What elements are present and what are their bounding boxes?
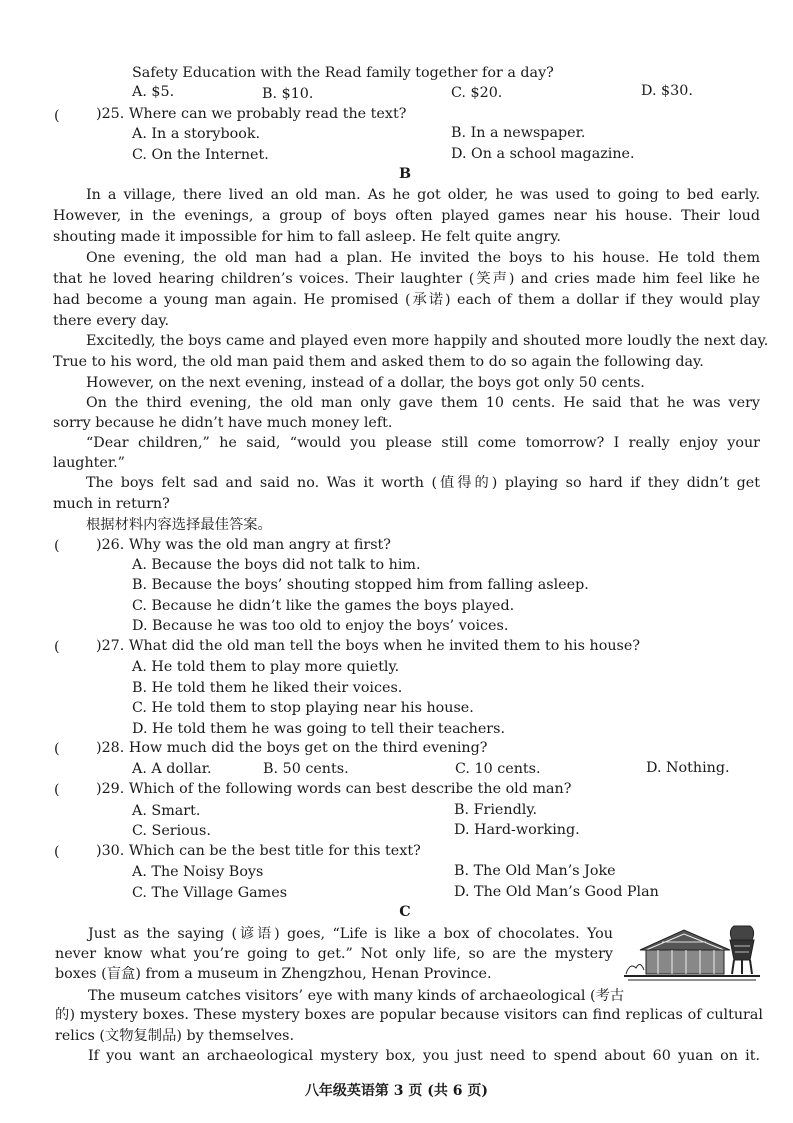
- q28-option-c: C. 10 cents.: [455, 761, 541, 777]
- q27-option-b: B. He told them he liked their voices.: [132, 680, 403, 696]
- passage-line: Just as the saying (谚语) goes, “Life is like a box of chocolates. You: [88, 926, 613, 942]
- q24-option-a: A. $5.: [132, 84, 175, 100]
- q27-option-c: C. He told them to stop playing near his house.: [132, 700, 474, 716]
- page-footer: 八年级英语第 3 页 (共 6 页): [304, 1083, 489, 1099]
- passage-line: On the third evening, the old man only gave them 10 cents. He said that he was very: [86, 395, 760, 411]
- q25-option-d: D. On a school magazine.: [451, 146, 635, 162]
- q30-option-b: B. The Old Man’s Joke: [454, 863, 616, 879]
- passage-line: that he loved hearing children’s voices. Their laughter (笑声) and cries made him feel like he: [53, 271, 760, 287]
- passage-line: The museum catches visitors’ eye with many kinds of archaeological (考古: [88, 988, 625, 1004]
- passage-line: In a village, there lived an old man. As he got older, he was used to going to bed early.: [86, 187, 760, 203]
- museum-building-icon: [622, 920, 762, 984]
- q25-option-b: B. In a newspaper.: [451, 125, 586, 141]
- q26-option-b: B. Because the boys’ shouting stopped him from falling asleep.: [132, 577, 589, 593]
- q30-option-d: D. The Old Man’s Good Plan: [454, 884, 659, 900]
- answer-paren: (: [54, 782, 60, 798]
- q30-stem: )30. Which can be the best title for this text?: [96, 843, 421, 859]
- passage-line: much in return?: [53, 496, 170, 512]
- q26-option-a: A. Because the boys did not talk to him.: [132, 557, 421, 573]
- q24-option-d: D. $30.: [641, 83, 693, 99]
- passage-line: relics (文物复制品) by themselves.: [55, 1028, 295, 1044]
- q28-option-a: A. A dollar.: [132, 761, 212, 777]
- q30-option-c: C. The Village Games: [132, 885, 288, 901]
- q30-option-a: A. The Noisy Boys: [132, 864, 264, 880]
- passage-line: had become a young man again. He promised (承诺) each of them a dollar if they would play: [53, 292, 760, 308]
- q25-option-a: A. In a storybook.: [132, 126, 261, 142]
- q24-stem-tail: Safety Education with the Read family together for a day?: [132, 65, 554, 81]
- passage-line: 的) mystery boxes. These mystery boxes are popular because visitors can find replicas of cultural: [55, 1007, 763, 1023]
- passage-line: One evening, the old man had a plan. He invited the boys to his house. He told them: [86, 250, 760, 266]
- passage-line: sorry because he didn’t have much money left.: [53, 415, 393, 431]
- answer-paren: (: [54, 844, 60, 860]
- q25-option-c: C. On the Internet.: [132, 147, 269, 163]
- passage-line: However, on the next evening, instead of a dollar, the boys got only 50 cents.: [86, 375, 645, 391]
- q27-stem: )27. What did the old man tell the boys when he invited them to his house?: [96, 638, 641, 654]
- q24-option-b: B. $10.: [262, 86, 314, 102]
- answer-paren: (: [54, 639, 60, 655]
- passage-line: However, in the evenings, a group of boys often played games near his house. Their loud: [53, 208, 760, 224]
- q28-stem: )28. How much did the boys get on the third evening?: [96, 740, 488, 756]
- passage-line: True to his word, the old man paid them and asked them to do so again the following day.: [53, 354, 704, 370]
- section-b-heading: B: [398, 166, 412, 182]
- passage-line: “Dear children,” he said, “would you please still come tomorrow? I really enjoy your: [86, 435, 760, 451]
- passage-line: The boys felt sad and said no. Was it worth (值得的) playing so hard if they didn’t get: [86, 475, 760, 491]
- passage-line: Excitedly, the boys came and played even more happily and shouted more loudly the next day.: [86, 333, 769, 349]
- q28-option-d: D. Nothing.: [646, 760, 730, 776]
- passage-line: boxes (盲盒) from a museum in Zhengzhou, Henan Province.: [55, 966, 492, 982]
- passage-line: shouting made it impossible for him to fall asleep. He felt quite angry.: [53, 229, 561, 245]
- passage-line: If you want an archaeological mystery box, you just need to spend about 60 yuan on it.: [88, 1048, 760, 1064]
- answer-paren: (: [54, 741, 60, 757]
- instruction: 根据材料内容选择最佳答案。: [86, 517, 272, 533]
- q29-stem: )29. Which of the following words can best describe the old man?: [96, 781, 572, 797]
- q29-option-a: A. Smart.: [132, 803, 201, 819]
- q28-option-b: B. 50 cents.: [263, 761, 349, 777]
- passage-line: never know what you’re going to get.” Not only life, so are the mystery: [55, 946, 613, 962]
- answer-paren: (: [54, 108, 60, 124]
- answer-paren: (: [54, 538, 60, 554]
- q24-option-c: C. $20.: [451, 85, 503, 101]
- passage-line: laughter.”: [53, 455, 125, 471]
- q29-option-c: C. Serious.: [132, 823, 211, 839]
- q29-option-b: B. Friendly.: [454, 802, 538, 818]
- passage-line: there every day.: [53, 313, 170, 329]
- q27-option-d: D. He told them he was going to tell their teachers.: [132, 721, 506, 737]
- q29-option-d: D. Hard-working.: [454, 822, 580, 838]
- section-c-heading: C: [399, 904, 411, 920]
- q26-stem: )26. Why was the old man angry at first?: [96, 537, 391, 553]
- q25-stem: )25. Where can we probably read the text?: [96, 106, 407, 122]
- q26-option-d: D. Because he was too old to enjoy the boys’ voices.: [132, 618, 509, 634]
- q27-option-a: A. He told them to play more quietly.: [132, 659, 400, 675]
- q26-option-c: C. Because he didn’t like the games the boys played.: [132, 598, 515, 614]
